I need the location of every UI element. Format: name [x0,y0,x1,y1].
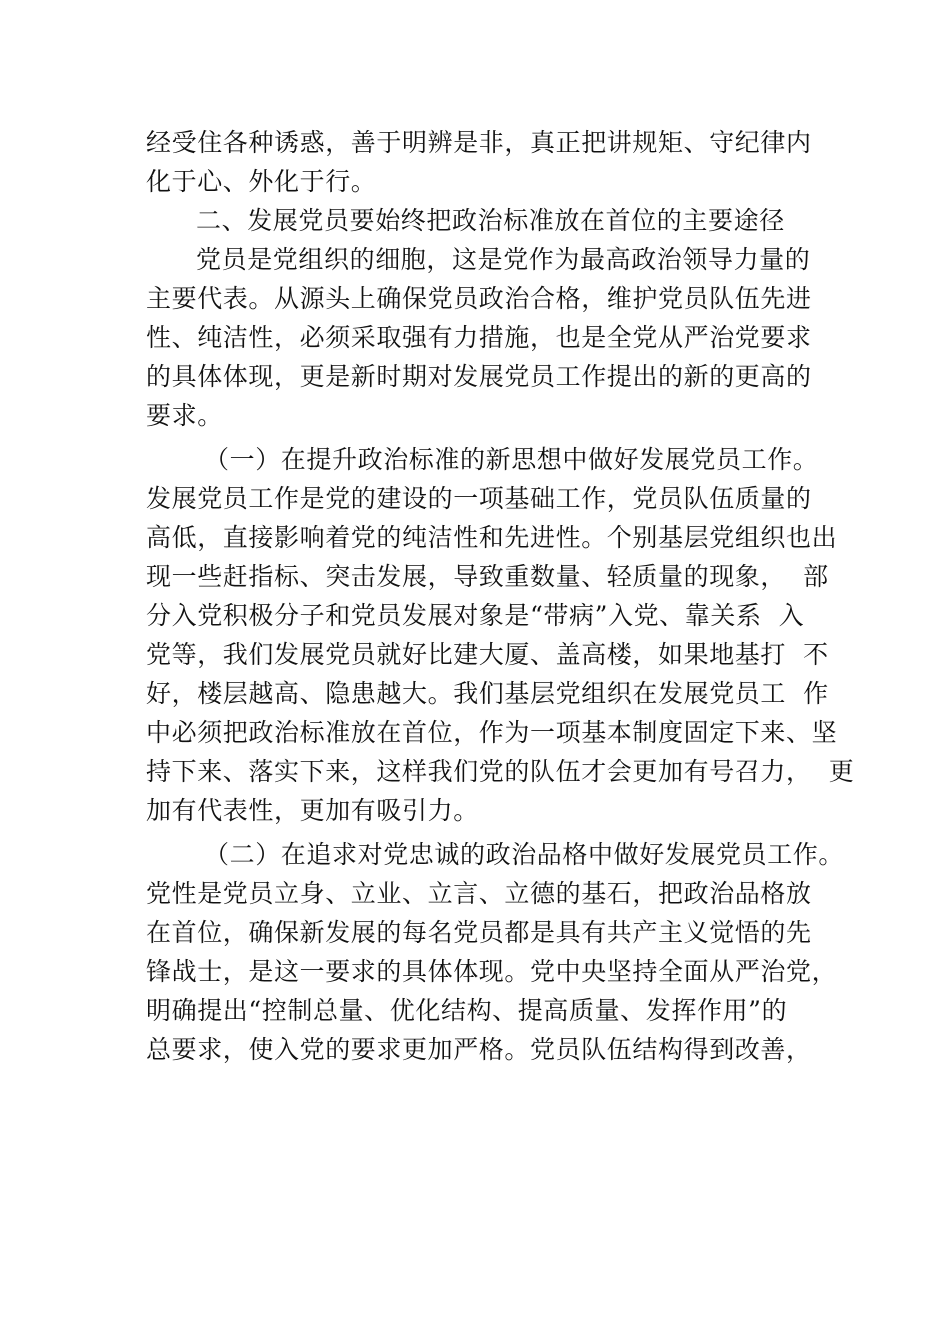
text-line: 在首位，确保新发展的每名党员都是具有共产主义觉悟的先 [146,918,812,947]
text-line: 经受住各种诱惑，善于明辨是非，真正把讲规矩、守纪律内 [146,128,812,157]
section-heading: 二、发展党员要始终把政治标准放在首位的主要途径 [196,206,785,235]
text-line: 主要代表。从源头上确保党员政治合格，维护党员队伍先进 [146,284,812,313]
text-line: 中必须把政治标准放在首位，作为一项基本制度固定下来、坚 [146,718,838,747]
text-line: 党等，我们发展党员就好比建大厦、盖高楼，如果地基打 不 [146,640,829,669]
subsection-heading: （一）在提升政治标准的新思想中做好发展党员工作。 [204,445,819,474]
text-line: 性、纯洁性，必须采取强有力措施，也是全党从严治党要求 [146,323,812,352]
text-line: 明确提出“控制总量、优化结构、提高质量、发挥作用”的 [146,996,788,1025]
text-line: 总要求，使入党的要求更加严格。党员队伍结构得到改善， [146,1035,812,1064]
text-line: 锋战士，是这一要求的具体体现。党中央坚持全面从严治党， [146,957,838,986]
text-line: 高低，直接影响着党的纯洁性和先进性。个别基层党组织也出 [146,523,838,552]
text-line: 分入党积极分子和党员发展对象是“带病”入党、靠关系 入 [146,601,805,630]
text-line: 好，楼层越高、隐患越大。我们基层党组织在发展党员工 作 [146,679,829,708]
subsection-heading: （二）在追求对党忠诚的政治品格中做好发展党员工作。 [204,840,845,869]
text-line: 现一些赶指标、突击发展，导致重数量、轻质量的现象， 部 [146,562,829,591]
text-line: 党员是党组织的细胞，这是党作为最高政治领导力量的 [196,245,811,274]
text-line: 持下来、落实下来，这样我们党的队伍才会更加有号召力， 更 [146,757,855,786]
text-line: 的具体体现，更是新时期对发展党员工作提出的新的更高的 [146,362,812,391]
text-line: 加有代表性，更加有吸引力。 [146,796,479,825]
text-line: 要求。 [146,401,223,430]
text-line: 发展党员工作是党的建设的一项基础工作，党员队伍质量的 [146,484,812,513]
text-line: 党性是党员立身、立业、立言、立德的基石，把政治品格放 [146,879,812,908]
text-line: 化于心、外化于行。 [146,167,377,196]
